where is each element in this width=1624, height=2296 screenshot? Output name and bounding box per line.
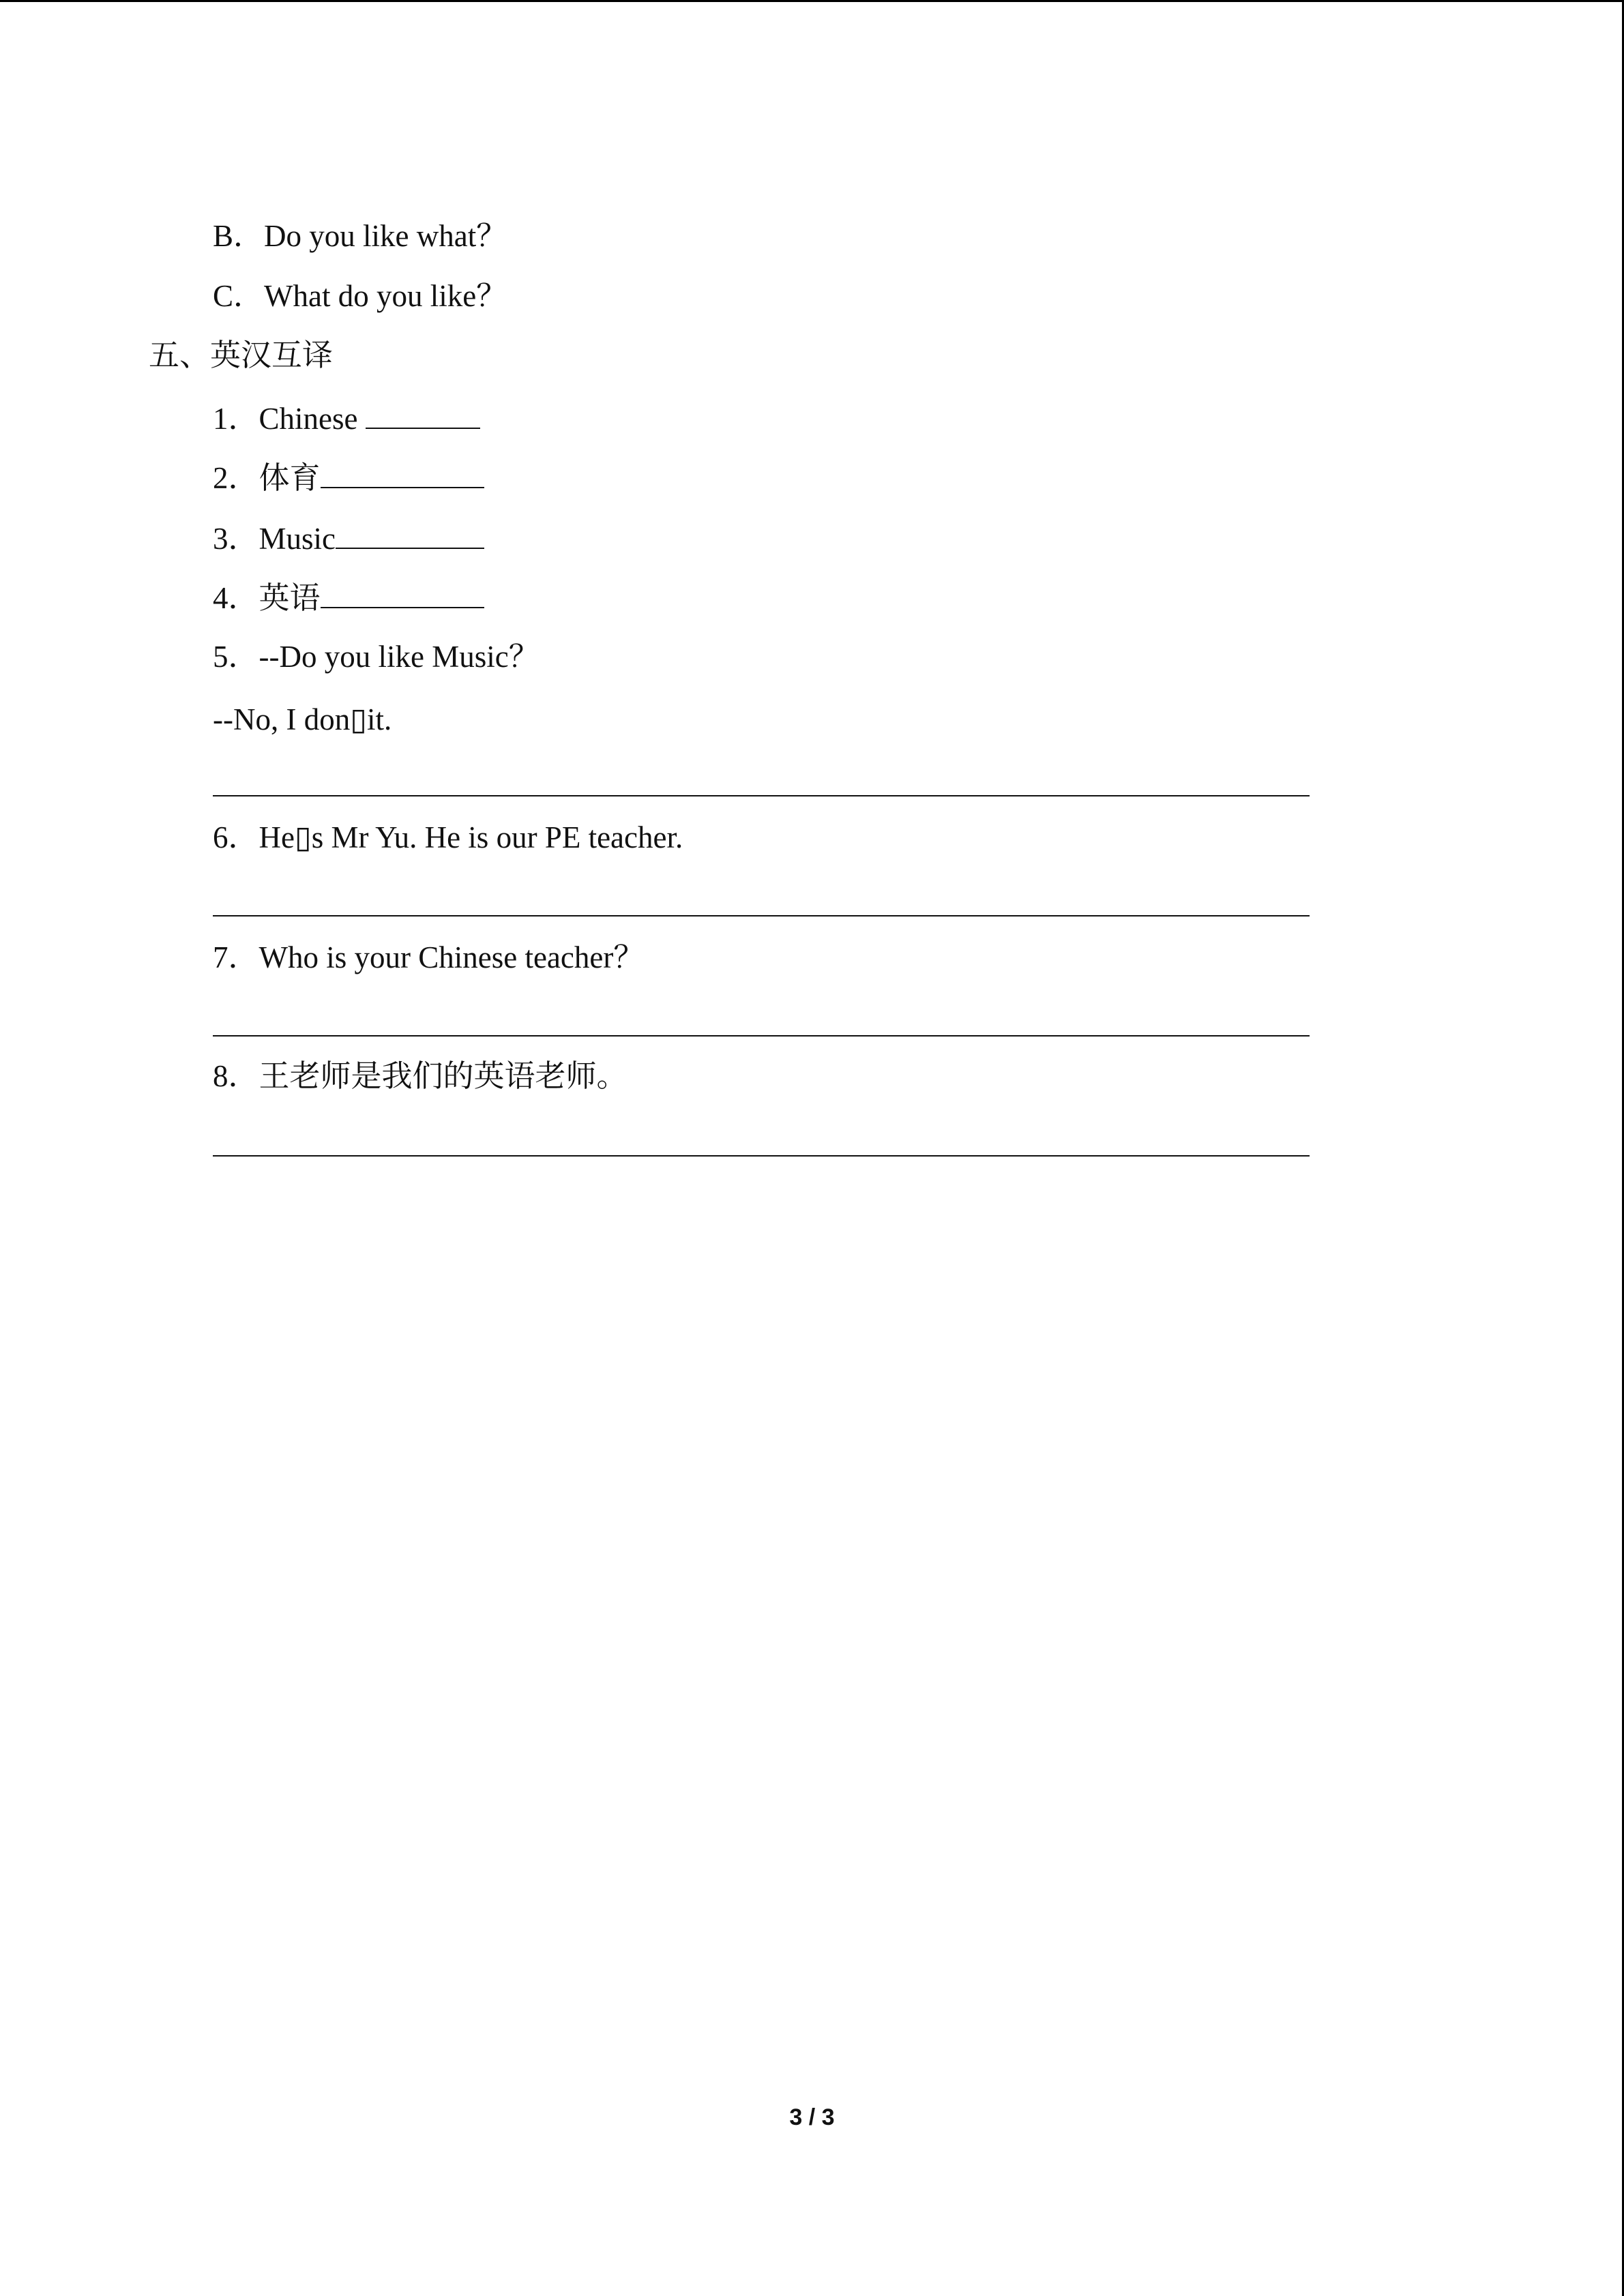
page-top-border (0, 0, 1624, 2)
question-1-text: 1．Chinese (213, 402, 366, 436)
question-4 (213, 577, 484, 617)
answer-line-7[interactable] (213, 1035, 1310, 1037)
question-2-text: 2．体育 (213, 461, 321, 495)
question-2 (213, 457, 484, 497)
answer-line-8[interactable] (213, 1155, 1310, 1157)
answer-line-5[interactable] (213, 795, 1310, 796)
question-4-text: 4．英语 (213, 581, 321, 615)
question-5-reply: --No, I don▯it. (213, 702, 392, 736)
page-number: 3 / 3 (789, 2104, 835, 2130)
question-3-text: 3．Music (213, 522, 336, 556)
question-7: 7．Who is your Chinese teacher？ (213, 940, 645, 974)
question-5: 5．--Do you like Music？ (213, 640, 540, 674)
option-c: C．What do you like？ (213, 279, 507, 313)
answer-blank-1[interactable] (366, 398, 480, 429)
question-8: 8．王老师是我们的英语老师。 (213, 1059, 628, 1093)
answer-blank-4[interactable] (321, 577, 484, 608)
question-3 (213, 518, 484, 558)
question-1 (213, 398, 480, 438)
option-b: B．Do you like what？ (213, 219, 507, 253)
question-6: 6．He▯s Mr Yu. He is our PE teacher. (213, 820, 683, 854)
answer-blank-2[interactable] (321, 457, 484, 488)
answer-line-6[interactable] (213, 915, 1310, 916)
section-heading: 五、英汉互译 (149, 338, 334, 372)
answer-blank-3[interactable] (336, 518, 484, 549)
